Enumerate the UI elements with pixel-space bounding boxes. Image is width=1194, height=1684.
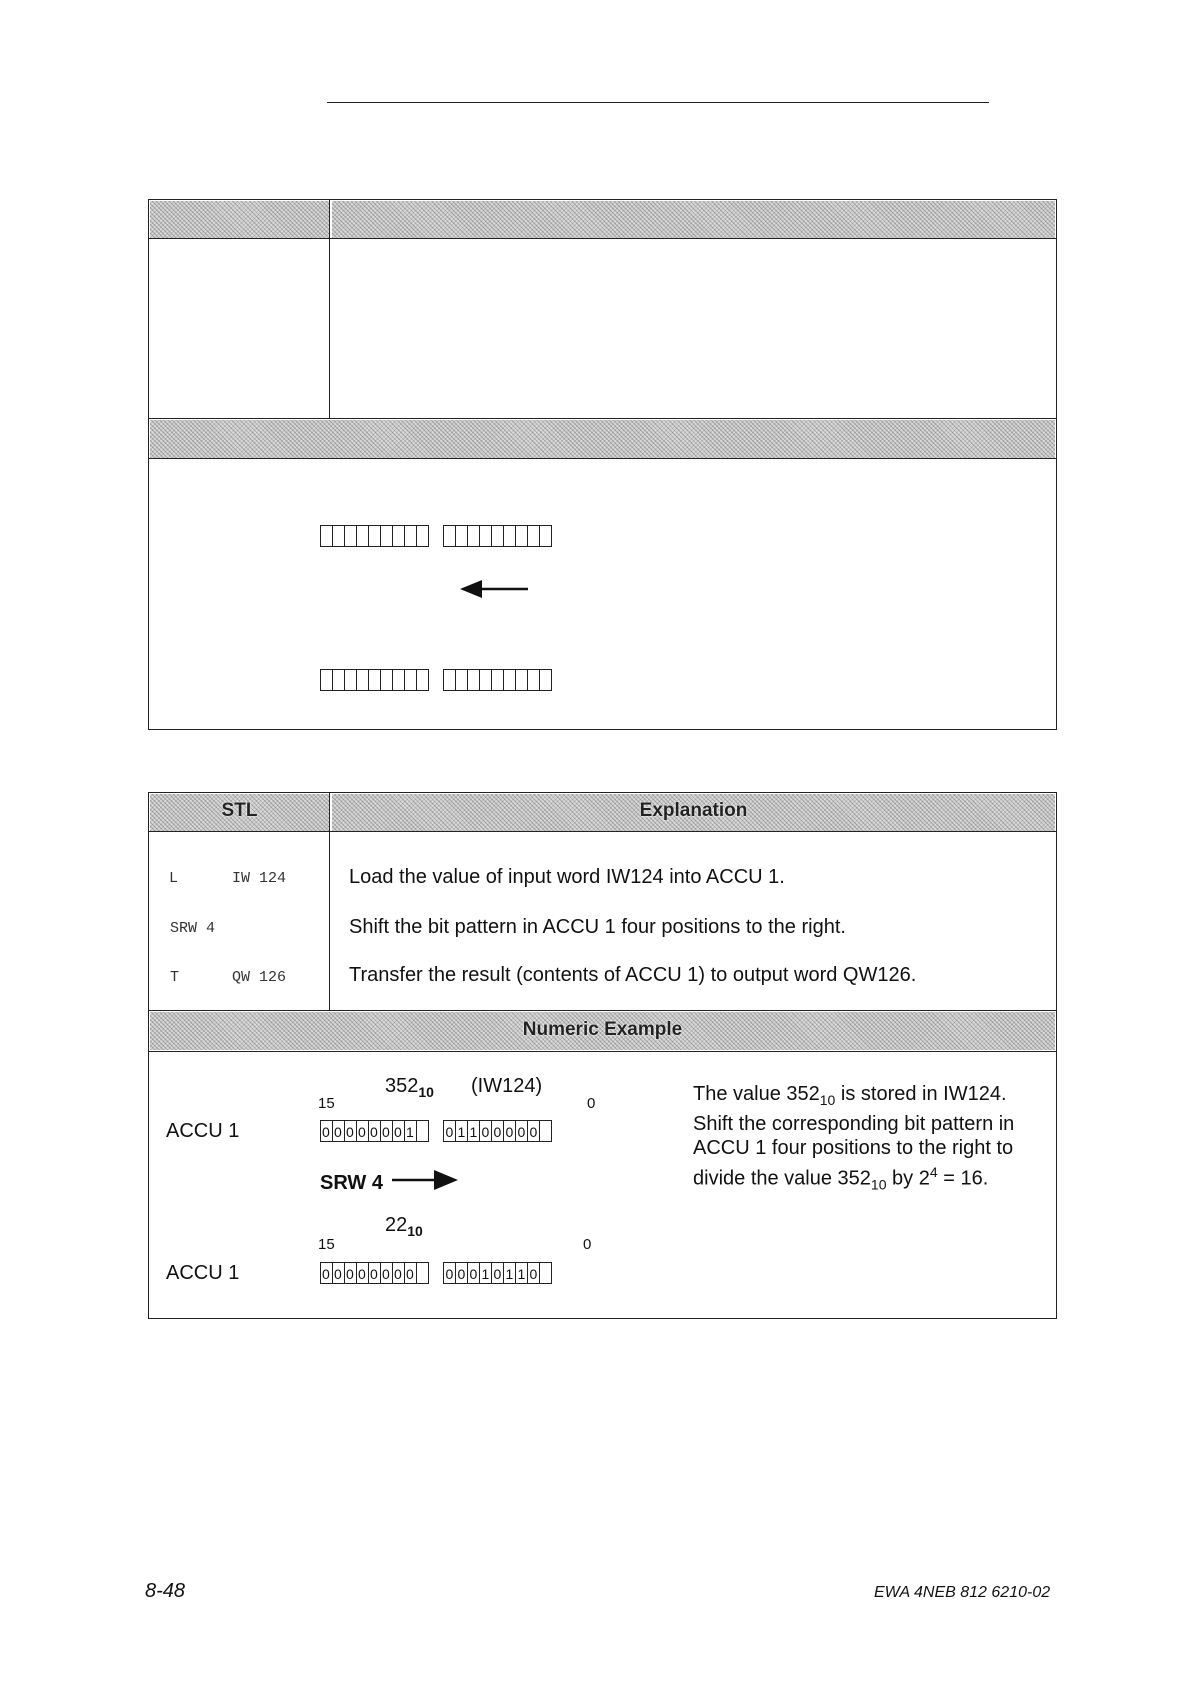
desc-part-1: The value 352 bbox=[693, 1083, 820, 1105]
bit-cell: 0 bbox=[320, 1120, 333, 1142]
bit-cell: 0 bbox=[356, 1120, 369, 1142]
numeric-example-header: Numeric Example bbox=[522, 1019, 683, 1040]
accu1-high-byte-after bbox=[320, 1262, 429, 1284]
stl-row-1-arg: IW 124 bbox=[232, 870, 287, 887]
stl-row-2-op: SRW 4 bbox=[170, 920, 216, 937]
bit-cell: 0 bbox=[392, 1120, 405, 1142]
stl-row-1-op: L bbox=[169, 870, 179, 887]
desc-part-4: = 16. bbox=[937, 1167, 989, 1190]
desc-sup-exponent: 4 bbox=[929, 1164, 938, 1180]
value2-number: 22 bbox=[385, 1214, 408, 1236]
arrow-left-icon bbox=[460, 578, 530, 600]
bit-cell: 1 bbox=[479, 1262, 492, 1284]
bit-cell: 0 bbox=[479, 1120, 492, 1142]
description-section-rule-top bbox=[148, 418, 1057, 419]
bit-cell: 0 bbox=[344, 1262, 357, 1284]
bit-cell: 0 bbox=[332, 1120, 345, 1142]
desc-sub-1: 10 bbox=[819, 1092, 836, 1108]
bit-cell: 0 bbox=[392, 1262, 405, 1284]
accu1-low-byte-before bbox=[443, 1120, 552, 1142]
example-header-rule bbox=[148, 831, 1057, 832]
bit-cell bbox=[416, 1120, 429, 1142]
bit-cell: 0 bbox=[443, 1120, 456, 1142]
bit-cell: 1 bbox=[503, 1262, 516, 1284]
explanation-row-1: Load the value of input word IW124 into ACCU 1. bbox=[349, 866, 785, 888]
value-352-label bbox=[385, 1075, 434, 1100]
numeric-description bbox=[693, 1082, 1033, 1197]
value-22-label bbox=[385, 1214, 423, 1239]
bit-cell: 0 bbox=[356, 1262, 369, 1284]
operation-frame bbox=[148, 199, 1057, 730]
bit-cell: 0 bbox=[491, 1120, 504, 1142]
explanation-row-2: Shift the bit pattern in ACCU 1 four positions to the right. bbox=[349, 916, 846, 938]
desc-part-2: is stored in IW124. Shift the corresponding bit pattern in ACCU 1 four positions to the right to divide the value 352 bbox=[693, 1083, 1015, 1190]
bit-cell: 0 bbox=[515, 1120, 528, 1142]
accu1-label-before: ACCU 1 bbox=[166, 1120, 240, 1142]
empty-bit-register-bottom bbox=[320, 669, 552, 696]
empty-bit-group-low bbox=[443, 525, 552, 547]
page-number: 8-48 bbox=[145, 1580, 186, 1602]
bit-cell: 0 bbox=[503, 1120, 516, 1142]
bit-cell: 0 bbox=[320, 1262, 333, 1284]
empty-bit-group-low bbox=[443, 669, 552, 691]
explanation-column-header: Explanation bbox=[639, 800, 748, 821]
accu1-register-before bbox=[320, 1120, 552, 1142]
empty-bit-group-high bbox=[320, 669, 429, 691]
accu1-high-byte-before bbox=[320, 1120, 429, 1142]
bit-cell: 0 bbox=[443, 1262, 456, 1284]
bit-cell bbox=[416, 1262, 429, 1284]
bit-index-high-2: 15 bbox=[318, 1236, 335, 1253]
bit-cell: 1 bbox=[467, 1120, 480, 1142]
value1-base: 10 bbox=[418, 1084, 434, 1100]
accu1-low-byte-after bbox=[443, 1262, 552, 1284]
numeric-header-rule-top bbox=[148, 1010, 1057, 1011]
bit-cell: 0 bbox=[491, 1262, 504, 1284]
operation-header-left bbox=[150, 201, 329, 238]
description-section-rule-bottom bbox=[148, 458, 1057, 459]
stl-row-3-op: T bbox=[170, 969, 180, 986]
bit-cell: 1 bbox=[515, 1262, 528, 1284]
stl-row-3-arg: QW 126 bbox=[232, 969, 287, 986]
bit-index-high-1: 15 bbox=[318, 1095, 335, 1112]
operation-header-right bbox=[332, 201, 1055, 238]
empty-bit-group-high bbox=[320, 525, 429, 547]
bit-cell: 0 bbox=[368, 1120, 381, 1142]
bit-cell: 1 bbox=[404, 1120, 417, 1142]
value1-number: 352 bbox=[385, 1075, 419, 1097]
bit-cell: 1 bbox=[455, 1120, 468, 1142]
arrow-right-icon bbox=[392, 1168, 458, 1192]
bit-cell: 0 bbox=[344, 1120, 357, 1142]
bit-cell: 0 bbox=[380, 1262, 393, 1284]
accu1-label-after: ACCU 1 bbox=[166, 1262, 240, 1284]
top-rule bbox=[327, 102, 989, 103]
example-column-divider bbox=[329, 792, 330, 1010]
bit-cell: 0 bbox=[368, 1262, 381, 1284]
srw4-operation-label: SRW 4 bbox=[320, 1172, 383, 1194]
value1-source-label: (IW124) bbox=[471, 1075, 543, 1097]
stl-column-header: STL bbox=[221, 800, 258, 821]
accu1-register-after bbox=[320, 1262, 552, 1284]
bit-cell: 0 bbox=[527, 1120, 540, 1142]
desc-sub-2: 10 bbox=[870, 1176, 887, 1193]
numeric-header-rule-bottom bbox=[148, 1051, 1057, 1052]
bit-cell bbox=[539, 1262, 552, 1284]
bit-index-low-1: 0 bbox=[587, 1095, 596, 1112]
description-section-header bbox=[150, 420, 1055, 458]
desc-part-3: by 2 bbox=[886, 1167, 930, 1190]
bit-cell: 0 bbox=[404, 1262, 417, 1284]
bit-index-low-2: 0 bbox=[583, 1236, 592, 1253]
value2-base: 10 bbox=[407, 1223, 423, 1239]
bit-cell: 0 bbox=[455, 1262, 468, 1284]
bit-cell: 0 bbox=[467, 1262, 480, 1284]
explanation-row-3: Transfer the result (contents of ACCU 1) to output word QW126. bbox=[349, 964, 917, 986]
bit-cell bbox=[539, 1120, 552, 1142]
bit-cell: 0 bbox=[527, 1262, 540, 1284]
bit-cell: 0 bbox=[332, 1262, 345, 1284]
document-code: EWA 4NEB 812 6210-02 bbox=[874, 1584, 1051, 1601]
operation-column-divider bbox=[329, 199, 330, 419]
operation-header-rule bbox=[148, 238, 1057, 239]
empty-bit-register-top bbox=[320, 525, 552, 552]
bit-cell: 0 bbox=[380, 1120, 393, 1142]
